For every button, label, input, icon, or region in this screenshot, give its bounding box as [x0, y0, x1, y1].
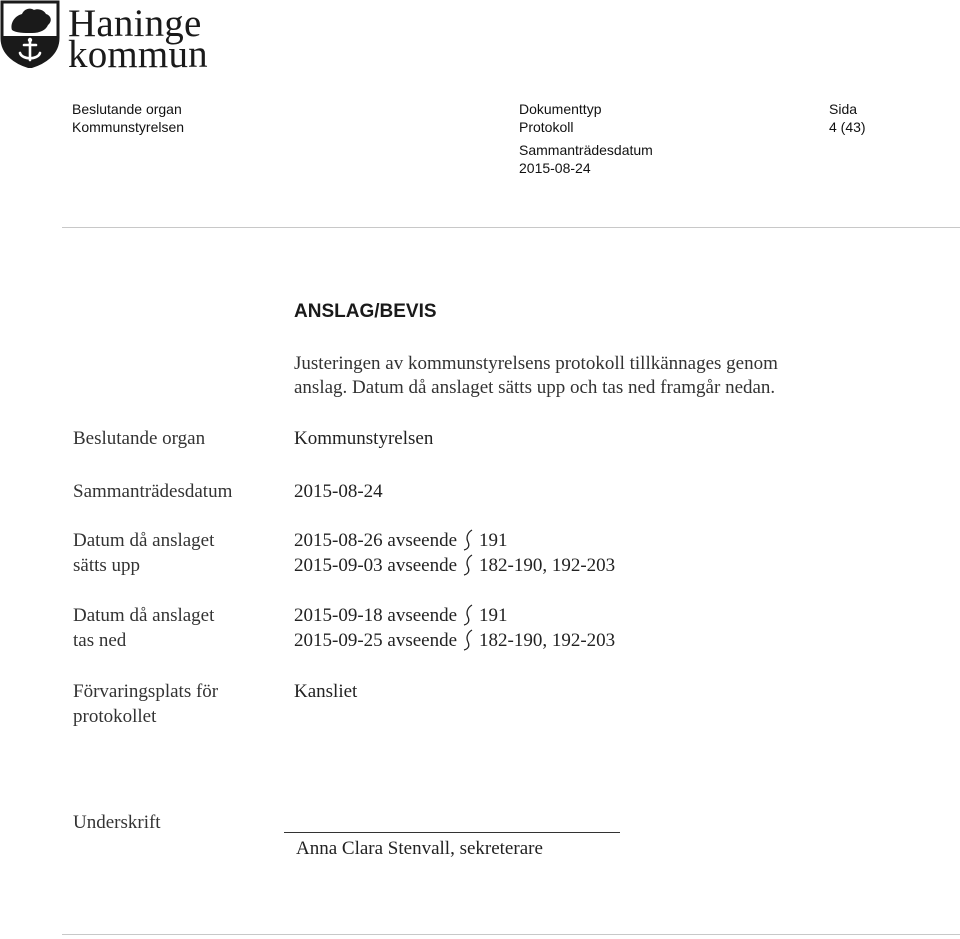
removed-row [294, 628, 615, 653]
posted-row-ref: 191 [479, 530, 508, 551]
removed-row-date: 2015-09-18 avseende [294, 605, 458, 626]
meeting-date-value: 2015-08-24 [294, 481, 383, 502]
removed-row-ref: 191 [479, 605, 508, 626]
notice-title: ANSLAG/BEVIS [294, 301, 437, 322]
signature-line [284, 832, 620, 833]
logo-text-kommun: kommun [68, 33, 208, 76]
header-page-value: 4 (43) [829, 119, 866, 135]
header-organ-value: Kommunstyrelsen [72, 119, 185, 135]
organ-label: Beslutande organ [73, 428, 206, 449]
meeting-date-label: Sammanträdesdatum [73, 481, 233, 502]
section-sign-icon [463, 554, 473, 576]
notice-intro-line2: anslag. Datum då anslaget sätts upp och tas ned framgår nedan. [294, 377, 776, 398]
section-sign-icon [463, 529, 473, 551]
logo-text-haninge: Haninge [68, 2, 202, 45]
footer-divider [62, 934, 960, 935]
haninge-crest-logo [0, 0, 60, 68]
removed-row [294, 603, 508, 628]
signature-name: Anna Clara Stenvall, sekreterare [296, 838, 543, 859]
posted-row [294, 553, 615, 578]
posted-row-date: 2015-09-03 avseende [294, 555, 458, 576]
removed-row-ref: 182-190, 192-203 [479, 630, 616, 651]
header-page-label: Sida [829, 101, 858, 117]
organ-value: Kommunstyrelsen [294, 428, 434, 449]
posted-label-line1: Datum då anslaget [73, 530, 215, 551]
header-organ-label: Beslutande organ [72, 101, 182, 117]
storage-label-line1: Förvaringsplats för [73, 681, 219, 702]
storage-label-line2: protokollet [73, 706, 157, 727]
posted-label-line2: sätts upp [73, 555, 141, 576]
removed-row-date: 2015-09-25 avseende [294, 630, 458, 651]
posted-row [294, 528, 508, 553]
header-doctype-value: Protokoll [519, 119, 574, 135]
header-date-label: Sammanträdesdatum [519, 142, 653, 158]
notice-intro-line1: Justeringen av kommunstyrelsens protokoll tillkännages genom [294, 353, 778, 374]
signature-label: Underskrift [73, 812, 161, 833]
storage-value: Kansliet [294, 681, 358, 702]
section-sign-icon [463, 604, 473, 626]
posted-row-ref: 182-190, 192-203 [479, 555, 616, 576]
header-divider [62, 227, 960, 228]
header-doctype-label: Dokumenttyp [519, 101, 602, 117]
removed-label-line2: tas ned [73, 630, 127, 651]
header-date-value: 2015-08-24 [519, 160, 591, 176]
section-sign-icon [463, 629, 473, 651]
removed-label-line1: Datum då anslaget [73, 605, 215, 626]
posted-row-date: 2015-08-26 avseende [294, 530, 458, 551]
